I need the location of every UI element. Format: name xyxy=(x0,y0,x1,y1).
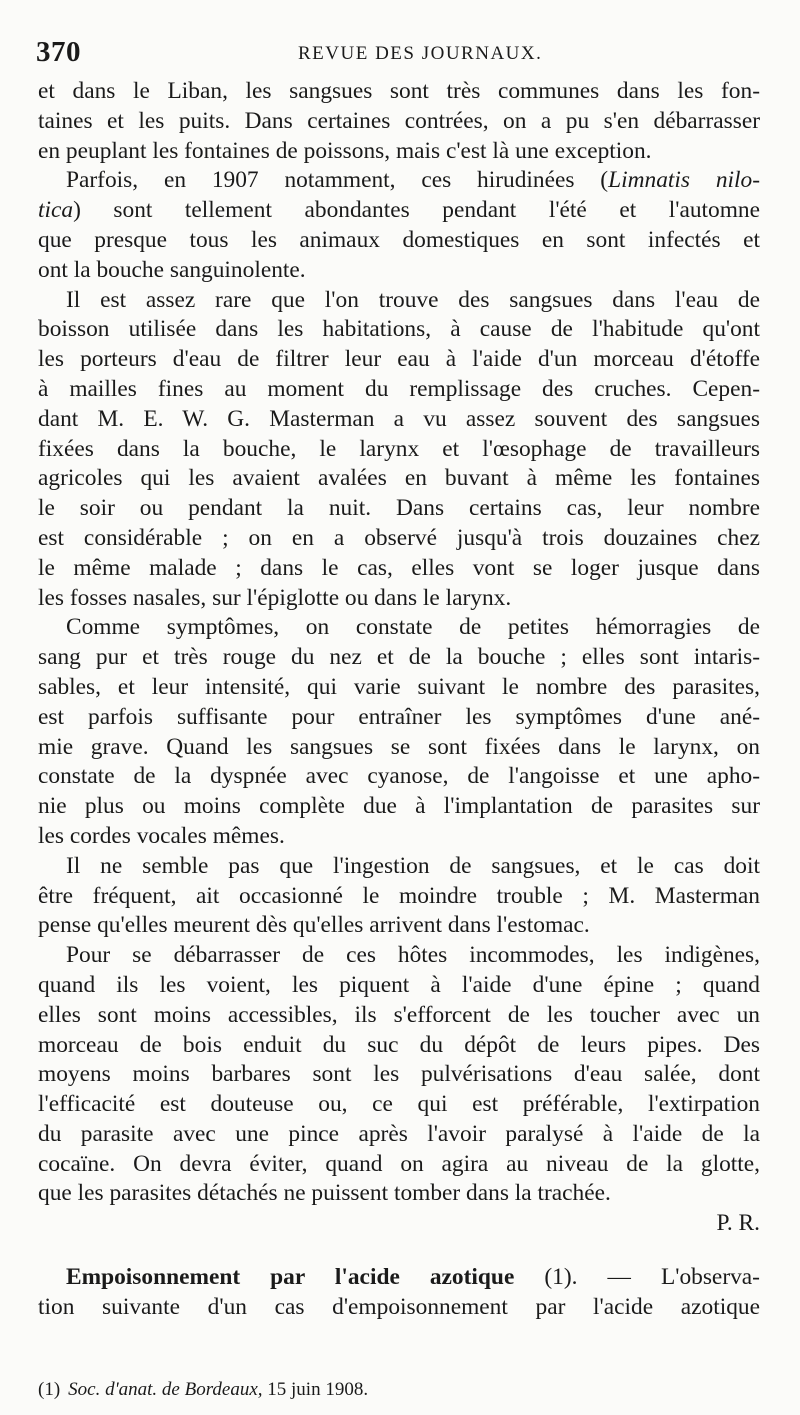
text-line: l'efficacité est douteuse ou, ce qui est préférable, l'extirpation xyxy=(38,1091,760,1118)
em-dash: — xyxy=(607,1264,631,1291)
text-line: en peuplant les fontaines de poissons, mais c'est là une exception. xyxy=(38,137,652,164)
footnote-ref: (1). xyxy=(544,1264,578,1291)
text-line: quand ils les voient, les piquent à l'aide d'une épine ; quand xyxy=(38,971,760,998)
text-line: être fréquent, ait occasionné le moindre trouble ; M. Masterman xyxy=(38,882,760,909)
text-line: Pour se débarrasser de ces hôtes incommodes, les indigènes, xyxy=(66,942,760,969)
text-line: à mailles fines au moment du remplissage des cruches. Cepen- xyxy=(38,375,760,402)
text-line: que presque tous les animaux domestiques en sont infectés et xyxy=(38,226,760,253)
text-line-species xyxy=(38,166,760,196)
text-fragment: ) sont tellement abondantes pendant l'été et l'automne xyxy=(73,197,760,224)
text-line: mie grave. Quand les sangsues se sont fixées dans le larynx, on xyxy=(38,733,760,760)
text-line: moyens moins barbares sont les pulvérisations d'eau salée, dont xyxy=(38,1061,760,1088)
text-line: dant M. E. W. G. Masterman a vu assez souvent des sangsues xyxy=(38,405,760,432)
author-signature: P. R. xyxy=(716,1210,760,1237)
text-line: taines et les puits. Dans certaines contrées, on a pu s'en débarrasser xyxy=(38,107,760,134)
running-head: REVUE DES JOURNAUX. xyxy=(298,43,543,64)
text-line: sables, et leur intensité, qui varie suivant le nombre des parasites, xyxy=(38,673,760,700)
species-name-cont: tica xyxy=(38,197,74,224)
footnote-source: Soc. d'anat. de Bordeaux, xyxy=(68,1379,263,1400)
text-line: Il ne semble pas que l'ingestion de sangsues, et le cas doit xyxy=(66,852,760,879)
text-line: elles sont moins accessibles, ils s'efforcent de les toucher avec un xyxy=(38,1001,760,1028)
page-number: 370 xyxy=(36,36,81,68)
text-line: ont la bouche sanguinolente. xyxy=(38,256,306,283)
text-line: fixées dans la bouche, le larynx et l'œsophage de travailleurs xyxy=(38,435,760,462)
footnote-date: 15 juin 1908. xyxy=(267,1379,369,1400)
footnote xyxy=(38,1378,760,1402)
text-fragment: Parfois, en 1907 notamment, ces hirudinées ( xyxy=(66,167,609,194)
text-line: les cordes vocales mêmes. xyxy=(38,822,285,849)
text-line: est considérable ; on en a observé jusqu'à trois douzaines chez xyxy=(38,524,760,551)
text-line: du parasite avec une pince après l'avoir paralysé à l'aide de la xyxy=(38,1120,760,1147)
text-line: Il est assez rare que l'on trouve des sangsues dans l'eau de xyxy=(66,286,760,313)
text-line: le même malade ; dans le cas, elles vont se loger jusque dans xyxy=(38,554,760,581)
article-body xyxy=(38,77,760,1323)
text-line: est parfois suffisante pour entraîner les symptômes d'une ané- xyxy=(38,703,760,730)
text-line: que les parasites détachés ne puissent tomber dans la trachée. xyxy=(38,1180,611,1207)
text-line: les porteurs d'eau de filtrer leur eau à l'aide d'un morceau d'étoffe xyxy=(38,346,760,373)
text-line: et dans le Liban, les sangsues sont très communes dans les fon- xyxy=(38,78,760,104)
text-line: boisson utilisée dans les habitations, à cause de l'habitude qu'ont xyxy=(38,316,760,343)
text-fragment: L'observa- xyxy=(660,1264,760,1291)
article-title-line xyxy=(38,1263,760,1293)
section-gap xyxy=(38,1239,760,1263)
text-line: agricoles qui les avaient avalées en buvant à même les fontaines xyxy=(38,465,760,492)
footnote-mark: (1) xyxy=(38,1379,61,1400)
text-line: constate de la dyspnée avec cyanose, de l'angoisse et une apho- xyxy=(38,763,760,790)
article-title: Empoisonnement par l'acide azotique xyxy=(66,1264,515,1291)
text-line: les fosses nasales, sur l'épiglotte ou dans le larynx. xyxy=(38,584,512,611)
text-line: morceau de bois enduit du suc du dépôt de leurs pipes. Des xyxy=(38,1031,760,1058)
species-name: Limnatis nilo- xyxy=(608,167,760,194)
page-header xyxy=(36,36,760,72)
text-line: tion suivante d'un cas d'empoisonnement par l'acide azotique xyxy=(38,1293,760,1320)
text-line: pense qu'elles meurent dès qu'elles arrivent dans l'estomac. xyxy=(38,912,590,939)
text-line: nie plus ou moins complète due à l'implantation de parasites sur xyxy=(38,793,760,820)
text-line: sang pur et très rouge du nez et de la bouche ; elles sont intaris- xyxy=(38,644,760,671)
text-line: Comme symptômes, on constate de petites hémorragies de xyxy=(66,614,760,641)
text-line-species-cont xyxy=(38,196,760,226)
text-line: cocaïne. On devra éviter, quand on agira au niveau de la glotte, xyxy=(38,1150,760,1177)
text-line: le soir ou pendant la nuit. Dans certains cas, leur nombre xyxy=(38,495,760,522)
